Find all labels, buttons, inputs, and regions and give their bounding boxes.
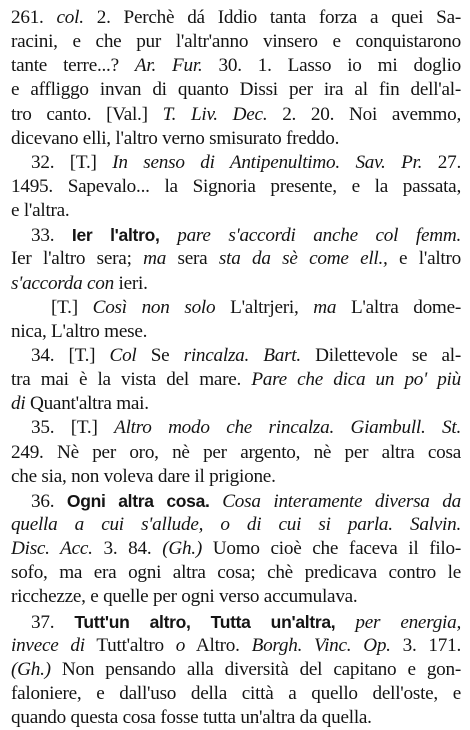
entry-32 [11, 151, 461, 223]
text-line [11, 441, 461, 465]
text-line [11, 247, 461, 271]
text-line [11, 175, 461, 199]
text-line [11, 344, 461, 368]
text-line [11, 199, 461, 223]
entry-34 [11, 344, 461, 416]
text-line [11, 489, 461, 513]
text-line [11, 368, 461, 392]
text-line [11, 706, 461, 730]
text-line [11, 6, 461, 30]
text-line [11, 223, 461, 247]
italic-text: col. [56, 7, 84, 28]
entry-33 [11, 223, 461, 344]
text-run: 34. [T.] [31, 344, 110, 366]
text-run: e affliggo invan di quanto Dissi per ira al fin dell'al- [11, 79, 461, 101]
text-run: dicevano elli, l'altro verno smisurato freddo. [11, 127, 340, 149]
text-run: 32. [T.] [31, 151, 113, 173]
text-run: 249. Nè per oro, nè per argento, nè per altra cosa [11, 441, 461, 463]
italic-text: Così non solo [92, 296, 216, 318]
text-run: sofo, ma era ogni altra cosa; chè predicava contro le [11, 562, 461, 584]
headword: Ogni altra cosa. [66, 490, 210, 511]
text-run: 35. [T.] [31, 417, 115, 439]
text-run: e l'altra. [11, 200, 70, 222]
text-run: e l'altro [387, 248, 461, 270]
text-line [11, 127, 461, 151]
text-run: 33. [31, 225, 72, 247]
italic-text: Pare che dica un po' più [251, 369, 461, 391]
text-run: ieri. [113, 272, 148, 294]
headword: Ier l'altro, [71, 225, 160, 246]
text-run: tante terre...? [11, 55, 135, 77]
italic-text: ma [143, 248, 167, 270]
italic-text: invece di [11, 634, 85, 656]
text-run: Tutt'altro [84, 634, 176, 656]
entry-35 [11, 416, 461, 488]
text-run: Altro. [185, 634, 252, 656]
italic-text: (Gh.) [11, 658, 51, 680]
text-line [11, 392, 461, 416]
italic-text: Col [109, 344, 137, 366]
italic-text: Cosa interamente diversa da [209, 490, 461, 512]
headword: Tutt'un altro, Tutta un'altra, [74, 611, 336, 632]
text-line [11, 151, 461, 175]
text-run: [T.] [51, 296, 93, 318]
text-run: 3. 84. [92, 538, 163, 560]
text-run: racini, e che pur l'altr'anno vinsero e conquistarono [11, 31, 461, 53]
text-run: tra mai è la vista del mare. [11, 369, 252, 391]
text-run: Uomo cioè che faceva il filo- [201, 538, 461, 560]
text-line [11, 296, 461, 320]
entry-37 [11, 610, 461, 730]
text-run: 27. [422, 151, 461, 173]
text-line [11, 272, 461, 296]
italic-text: Ar. Fur. [134, 55, 203, 77]
text-line [11, 561, 461, 585]
entry-36 [11, 489, 461, 610]
entry-261 [11, 6, 461, 151]
text-run: 3. 171. [390, 634, 461, 656]
text-run: L'altrjeri, [215, 296, 314, 318]
text-run: 36. [31, 490, 67, 512]
text-run: 261. [11, 7, 57, 28]
text-line [11, 54, 461, 78]
text-line [11, 30, 461, 54]
text-run: Non pensando alla diversità del capitano e gon- [50, 658, 461, 680]
italic-text: o [175, 634, 186, 656]
text-line [11, 634, 461, 658]
italic-text: In senso di Antipenultimo. Sav. Pr. [112, 151, 423, 173]
italic-text: ma [313, 296, 337, 318]
text-run: 1495. Sapevalo... la Signoria presente, e la passata, [11, 175, 461, 197]
text-run: Dilettevole se al- [300, 344, 461, 366]
italic-text: sta da sè come ell., [218, 248, 388, 270]
text-run: 30. 1. Lasso io mi doglio [202, 55, 461, 77]
text-run: 2. 20. Noi avemmo, [267, 103, 461, 125]
italic-text: (Gh.) [162, 538, 202, 560]
italic-text: rincalza. Bart. [183, 344, 301, 366]
text-run: Ier l'altro sera; [11, 248, 144, 270]
text-run: che sia, non voleva dare il prigione. [11, 465, 276, 487]
text-line [11, 585, 461, 609]
italic-text: per energia, [335, 611, 461, 633]
text-line [11, 682, 461, 706]
text-run: Quant'altra mai. [25, 393, 149, 415]
text-run: L'altra dome- [336, 296, 461, 318]
italic-text: Disc. Acc. [11, 538, 93, 560]
text-line [11, 465, 461, 489]
text-line [11, 78, 461, 102]
text-line [11, 658, 461, 682]
text-line [11, 610, 461, 634]
text-run: 2. Perchè dá Iddio tanta forza a quei Sa- [83, 7, 461, 28]
text-run: faloniere, e dall'uso della città a quello dell'oste, e [11, 682, 461, 704]
text-run: tro canto. [Val.] [11, 103, 163, 125]
text-line [11, 103, 461, 127]
text-run: quando questa cosa fosse tutta un'altra da quella. [11, 707, 372, 729]
italic-text: di [11, 393, 26, 415]
italic-text: pare s'accordi anche col femm. [159, 225, 461, 247]
italic-text: quella a cui s'allude, o di cui si parla. Salvin. [11, 513, 461, 535]
italic-text: s'accorda con [11, 272, 114, 294]
text-run: sera [166, 248, 219, 270]
italic-text: Altro modo che rincalza. Giambull. St. [114, 417, 461, 439]
italic-text: T. Liv. Dec. [162, 103, 268, 125]
text-run: ricchezze, e quelle per ogni verso accumulava. [11, 586, 358, 608]
text-line [11, 513, 461, 537]
text-run: Se [136, 344, 184, 366]
text-run: nica, L'altro mese. [11, 320, 148, 342]
text-line [11, 320, 461, 344]
italic-text: Borgh. Vinc. Op. [251, 634, 391, 656]
text-line [11, 416, 461, 440]
text-line [11, 537, 461, 561]
text-run: 37. [31, 611, 75, 633]
